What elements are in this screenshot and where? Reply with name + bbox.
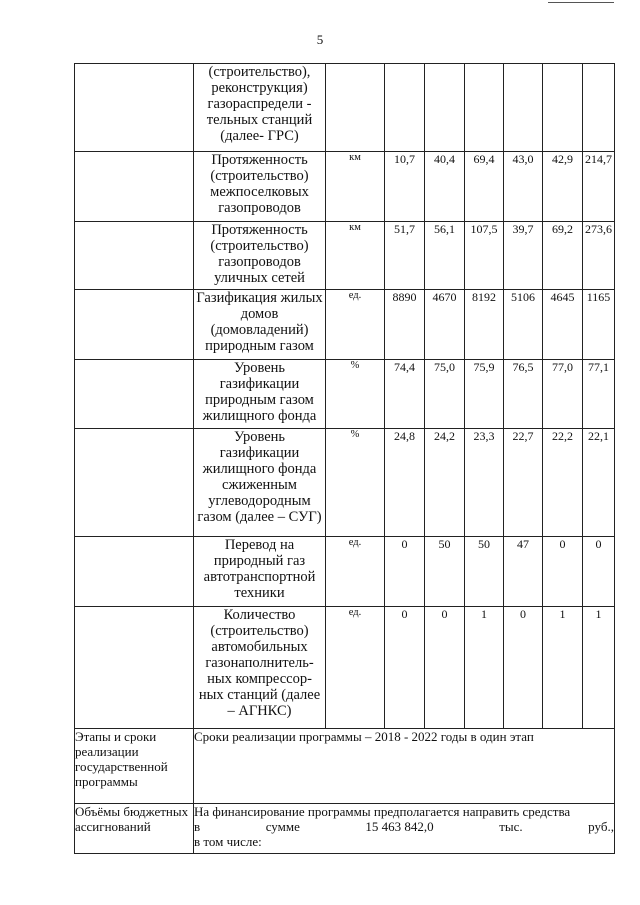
indicator-name: (строительство), реконструкция) газораспредели - тельных станций (далее- ГРС) <box>194 64 326 152</box>
indicator-value: 24,2 <box>425 429 465 537</box>
indicator-value: 0 <box>583 537 615 607</box>
indicator-unit: ед. <box>326 290 385 360</box>
indicator-value <box>583 64 615 152</box>
table-row <box>75 290 615 360</box>
budget-row <box>75 804 615 854</box>
stages-text: Сроки реализации программы – 2018 - 2022 годы в один этап <box>194 729 615 804</box>
empty-cell <box>75 360 194 429</box>
indicator-value: 10,7 <box>385 152 425 222</box>
indicator-value: 51,7 <box>385 222 425 290</box>
table-row <box>75 537 615 607</box>
stages-row <box>75 729 615 804</box>
indicator-name: Уровень газификации жилищного фонда сжиженным углеводородным газом (далее – СУГ) <box>194 429 326 537</box>
table-row <box>75 360 615 429</box>
indicator-value: 0 <box>385 607 425 729</box>
indicator-unit: % <box>326 360 385 429</box>
indicator-unit: км <box>326 152 385 222</box>
table-row <box>75 429 615 537</box>
indicator-value: 8890 <box>385 290 425 360</box>
indicator-name: Газификация жилых домов (домовладений) природным газом <box>194 290 326 360</box>
indicator-value: 273,6 <box>583 222 615 290</box>
indicator-unit: ед. <box>326 607 385 729</box>
indicator-value: 0 <box>385 537 425 607</box>
indicator-value: 107,5 <box>465 222 504 290</box>
empty-cell <box>75 64 194 152</box>
budget-amount: 15 463 842,0 <box>365 819 434 834</box>
table-row <box>75 152 615 222</box>
top-rule <box>548 2 614 3</box>
indicator-value: 50 <box>465 537 504 607</box>
budget-line-3: в том числе: <box>194 834 262 849</box>
indicator-value: 76,5 <box>504 360 543 429</box>
indicator-name: Протяженность (строительство) газопроводов уличных сетей <box>194 222 326 290</box>
table-row <box>75 64 615 152</box>
indicators-table <box>74 63 615 854</box>
indicator-value: 8192 <box>465 290 504 360</box>
empty-cell <box>75 152 194 222</box>
indicator-value: 1165 <box>583 290 615 360</box>
indicator-value: 43,0 <box>504 152 543 222</box>
indicator-name: Уровень газификации природным газом жилищного фонда <box>194 360 326 429</box>
budget-word: руб., <box>588 819 614 834</box>
indicator-value: 1 <box>543 607 583 729</box>
indicator-name: Количество (строительство) автомобильных газонаполнитель- ных компрессор- ных станций (далее – АГНКС) <box>194 607 326 729</box>
indicator-value: 23,3 <box>465 429 504 537</box>
indicator-unit <box>326 64 385 152</box>
indicator-value: 214,7 <box>583 152 615 222</box>
indicator-value: 5106 <box>504 290 543 360</box>
indicator-value: 1 <box>465 607 504 729</box>
indicator-value: 69,2 <box>543 222 583 290</box>
indicator-name: Перевод на природный газ автотранспортной техники <box>194 537 326 607</box>
indicator-value <box>465 64 504 152</box>
indicator-unit: % <box>326 429 385 537</box>
indicator-value <box>425 64 465 152</box>
indicator-unit: ед. <box>326 537 385 607</box>
indicator-value: 47 <box>504 537 543 607</box>
indicator-unit: км <box>326 222 385 290</box>
empty-cell <box>75 607 194 729</box>
indicator-value: 56,1 <box>425 222 465 290</box>
indicator-value: 24,8 <box>385 429 425 537</box>
indicator-value: 74,4 <box>385 360 425 429</box>
budget-line-2 <box>194 819 614 834</box>
indicator-value <box>543 64 583 152</box>
stages-label: Этапы и сроки реализации государственной программы <box>75 729 194 804</box>
indicator-value: 0 <box>504 607 543 729</box>
budget-line-1: На финансирование программы предполагается направить средства <box>194 804 571 819</box>
indicator-value: 1 <box>583 607 615 729</box>
indicator-value: 69,4 <box>465 152 504 222</box>
table-row <box>75 607 615 729</box>
indicator-value: 4670 <box>425 290 465 360</box>
indicator-value: 22,7 <box>504 429 543 537</box>
indicator-value: 75,0 <box>425 360 465 429</box>
indicator-value: 75,9 <box>465 360 504 429</box>
page-number: 5 <box>316 32 324 47</box>
empty-cell <box>75 290 194 360</box>
indicator-value: 0 <box>543 537 583 607</box>
indicator-value: 22,1 <box>583 429 615 537</box>
indicator-value: 22,2 <box>543 429 583 537</box>
budget-word: в <box>194 819 201 834</box>
empty-cell <box>75 222 194 290</box>
budget-text <box>194 804 615 854</box>
indicator-value: 40,4 <box>425 152 465 222</box>
indicator-value: 0 <box>425 607 465 729</box>
indicator-value <box>504 64 543 152</box>
empty-cell <box>75 429 194 537</box>
indicator-value: 77,0 <box>543 360 583 429</box>
indicator-value: 50 <box>425 537 465 607</box>
indicator-name: Протяженность (строительство) межпоселковых газопроводов <box>194 152 326 222</box>
empty-cell <box>75 537 194 607</box>
budget-label: Объёмы бюджетных ассигнований <box>75 804 194 854</box>
budget-word: сумме <box>265 819 300 834</box>
indicator-value: 4645 <box>543 290 583 360</box>
table-row <box>75 222 615 290</box>
indicator-value <box>385 64 425 152</box>
indicator-value: 39,7 <box>504 222 543 290</box>
indicator-value: 42,9 <box>543 152 583 222</box>
budget-word: тыс. <box>499 819 523 834</box>
indicator-value: 77,1 <box>583 360 615 429</box>
